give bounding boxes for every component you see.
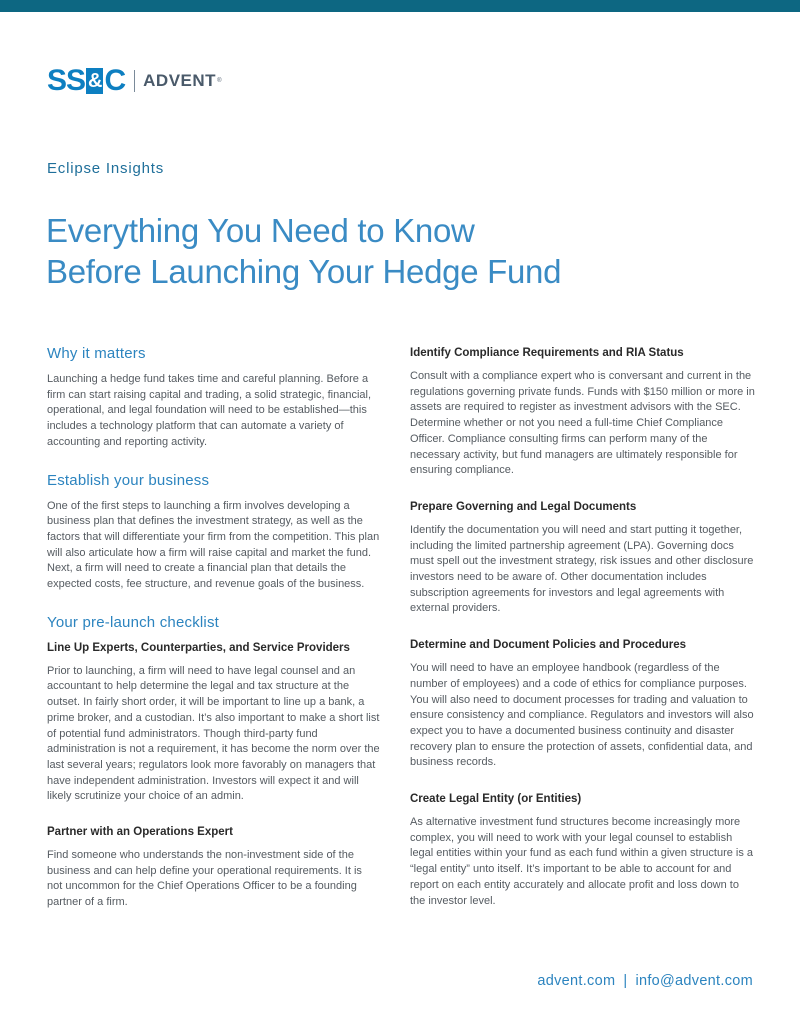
footer-contact xyxy=(537,973,753,989)
left-column xyxy=(47,345,380,932)
logo-divider xyxy=(134,70,135,92)
legal-docs-body: Identify the documentation you will need and start putting it together, including the limited partnership agreement (LPA). Governing docs must spell out the investment strategy, risk issues and other disclosure investors need to be aware of. Other documentation includes subscription agreements for investors and legal agreements with external providers. xyxy=(410,523,754,615)
legal-entity-body: As alternative investment fund structures become increasingly more complex, you will need to work with your legal counsel to establish legal entities within your fund as each fund within a given structure is a “legal entity” unto itself. It’s important to be able to account for and report on each entity accurately and allocate profit and loss down to the investor level. xyxy=(410,816,754,907)
logo-advent-word: ADVENT xyxy=(143,71,217,90)
compliance-title: Identify Compliance Requirements and RIA Status xyxy=(410,347,684,359)
series-label: Eclipse Insights xyxy=(47,160,165,177)
establish-heading: Establish your business xyxy=(47,471,210,489)
footer-separator: | xyxy=(623,973,628,989)
experts-title: Line Up Experts, Counterparties, and Service Providers xyxy=(47,641,350,654)
why-body: Launching a hedge fund takes time and careful planning. Before a firm can start raising capital and trading, a solid strategic, financial, operational, and legal foundation will need to be established—this includes a technology platform that can automate a variety of accounting and reporting activity. xyxy=(47,373,372,448)
compliance-body: Consult with a compliance expert who is conversant and current in the regulations governing private funds. Funds with $150 million or more in assets are required to register as investment advisors with the SEC. Determine whether or not you need a full-time Chief Compliance Officer. Compliance consulting firms can perform many of the necessary activity, but fund managers are ultimately responsible for ensuring compliance. xyxy=(410,370,755,477)
policies-title: Determine and Document Policies and Procedures xyxy=(410,639,687,652)
page-title xyxy=(46,210,746,292)
logo-ampersand: & xyxy=(88,70,102,92)
establish-body: One of the first steps to launching a firm involves developing a business plan that defines the investment strategy, as well as the factors that will differentiate your firm from the competition. This plan will also articulate how a firm will raise capital and market the fund. Next, a firm will need to create a financial plan that details the expected costs, fee structure, and revenue goals of the business. xyxy=(47,499,380,591)
legal-entity-title: Create Legal Entity (or Entities) xyxy=(410,793,582,806)
top-color-band xyxy=(0,0,800,12)
logo-c: C xyxy=(104,64,126,97)
legal-docs-title: Prepare Governing and Legal Documents xyxy=(410,500,637,513)
experts-body: Prior to launching, a firm will need to have legal counsel and an accountant to help determine the legal and tax structure at the outset. In fairly short order, it will be important to line up a bank, a prime broker, and a custodian. It’s also important to make a short list of potential fund administrators. Though third-party fund administration is not a requirement, it has become the norm over the last several years; regulators look more favorably on managers that have independent administration. Investors will expect it and will likely scrutinize your choice of an admin. xyxy=(47,664,380,803)
website-link[interactable]: advent.com xyxy=(537,973,616,989)
why-heading: Why it matters xyxy=(47,345,146,362)
email-link[interactable]: info@advent.com xyxy=(635,973,753,989)
logo-ss: SS xyxy=(47,64,86,97)
ssc-advent-logo xyxy=(47,63,221,99)
policies-body: You will need to have an employee handbook (regardless of the number of employees) and a code of ethics for compliance purposes. You will also need to document processes for trading and valuation to ensure consistency and compliance. Regulators and investors will also expect you to have a documented business continuity and disaster recovery plan to ensure the protection of assets, confidential data, and business records. xyxy=(410,662,754,769)
title-line-2: Before Launching Your Hedge Fund xyxy=(46,253,562,290)
checklist-heading: Your pre-launch checklist xyxy=(47,613,220,631)
right-column xyxy=(410,346,755,930)
operations-title: Partner with an Operations Expert xyxy=(47,826,233,839)
logo-trademark: ® xyxy=(217,78,222,84)
logo-ssc-mark xyxy=(47,63,125,99)
title-line-1: Everything You Need to Know xyxy=(46,212,475,249)
operations-body: Find someone who understands the non-investment side of the business and can help define your operational requirements. It is not uncommon for the Chief Operations Officer to be a founding partner of a firm. xyxy=(47,849,362,909)
